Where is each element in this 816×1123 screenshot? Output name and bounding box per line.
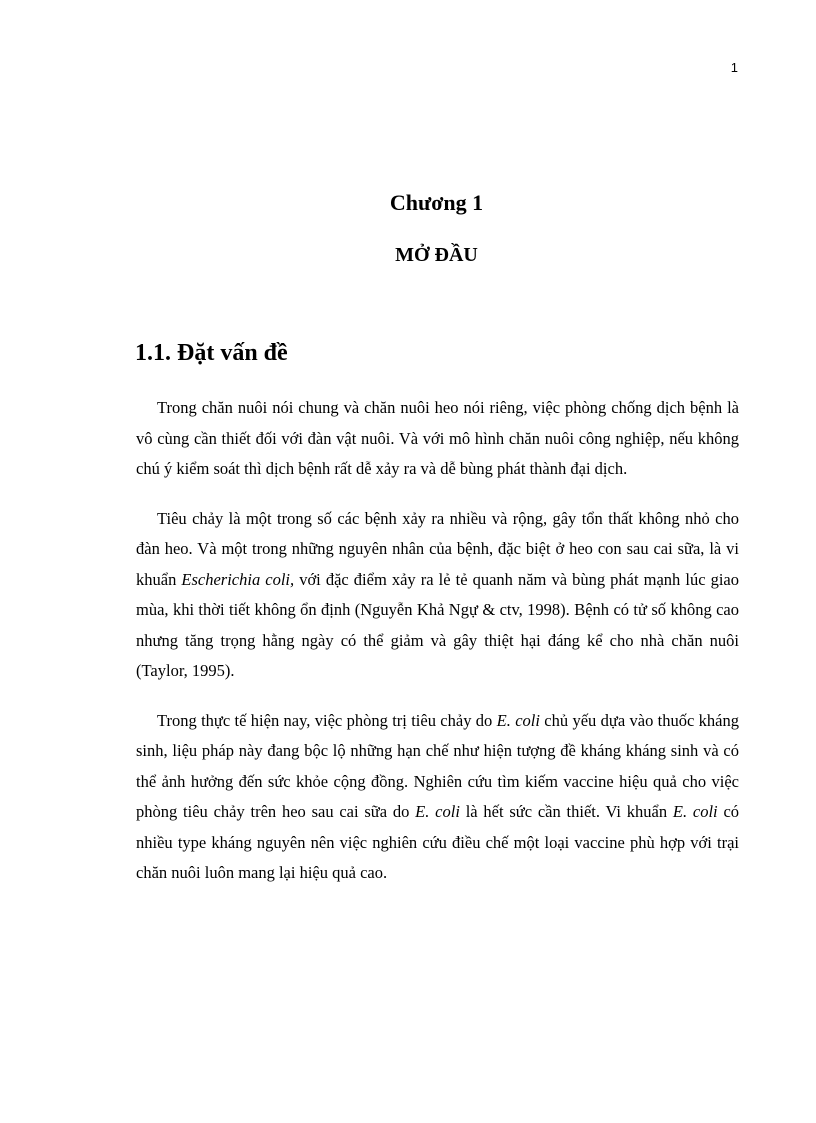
- page-number: 1: [730, 60, 738, 75]
- paragraph-3-text-g: có nhiều type kháng nguyên nên việc nghiên cứu điều chế một loại vaccine phù hợp với trại chăn nuôi luôn mang lại hiệu quả cao.: [136, 802, 740, 882]
- species-name-e-coli-1: E. coli: [496, 710, 540, 730]
- chapter-label: Chương 1: [389, 190, 484, 215]
- paragraph-3: [136, 706, 739, 889]
- species-name-e-coli-2: E. coli: [415, 802, 460, 821]
- body-text: [136, 393, 739, 908]
- paragraph-2-text-a: Tiêu chảy là một trong số các bệnh xảy ra nhiều và rộng, gây tổn thất không nhỏ cho đàn heo. Và một trong những nguyên nhân của bệnh, đặc biệt ở heo con sau cai sữa, là vi khuẩn: [136, 508, 739, 589]
- paragraph-2: [136, 504, 739, 687]
- section-heading: 1.1. Đặt vấn đề: [135, 340, 288, 366]
- species-name-e-coli-3: E. coli: [672, 802, 718, 821]
- paragraph-3-text-a: Trong thực tế hiện nay, việc phòng trị tiêu chảy do: [157, 710, 497, 730]
- paragraph-3-text-e: là hết sức cần thiết. Vi khuẩn: [459, 802, 673, 821]
- chapter-title: MỞ ĐẦU: [395, 244, 478, 266]
- paragraph-3-text-c: chủ yếu dựa vào thuốc kháng sinh, liệu pháp này đang bộc lộ những hạn chế như hiện tượng đề kháng kháng sinh và có thể ảnh hưởng đến sức khỏe cộng đồng. Nghiên cứu tìm kiếm vaccine hiệu quả cho việc phòng tiêu chảy trên heo sau cai sữa do: [136, 710, 739, 821]
- paragraph-1: Trong chăn nuôi nói chung và chăn nuôi heo nói riêng, việc phòng chống dịch bệnh là vô cùng cần thiết đối với đàn vật nuôi. Và với mô hình chăn nuôi công nghiệp, nếu không chú ý kiểm soát thì dịch bệnh rất dễ xảy ra và dễ bùng phát thành đại dịch.: [136, 398, 739, 478]
- paragraph-2-text-c: với đặc điểm xảy ra lẻ tẻ quanh năm và bùng phát mạnh lúc giao mùa, khi thời tiết không ổn định (Nguyễn Khả Ngự & ctv, 1998). Bệnh có tử số không cao nhưng tăng trọng hằng ngày có thể giảm và gây thiệt hại đáng kể cho nhà chăn nuôi (Taylor, 1995).: [136, 569, 739, 680]
- species-name-escherichia-coli: Escherichia coli,: [181, 569, 295, 589]
